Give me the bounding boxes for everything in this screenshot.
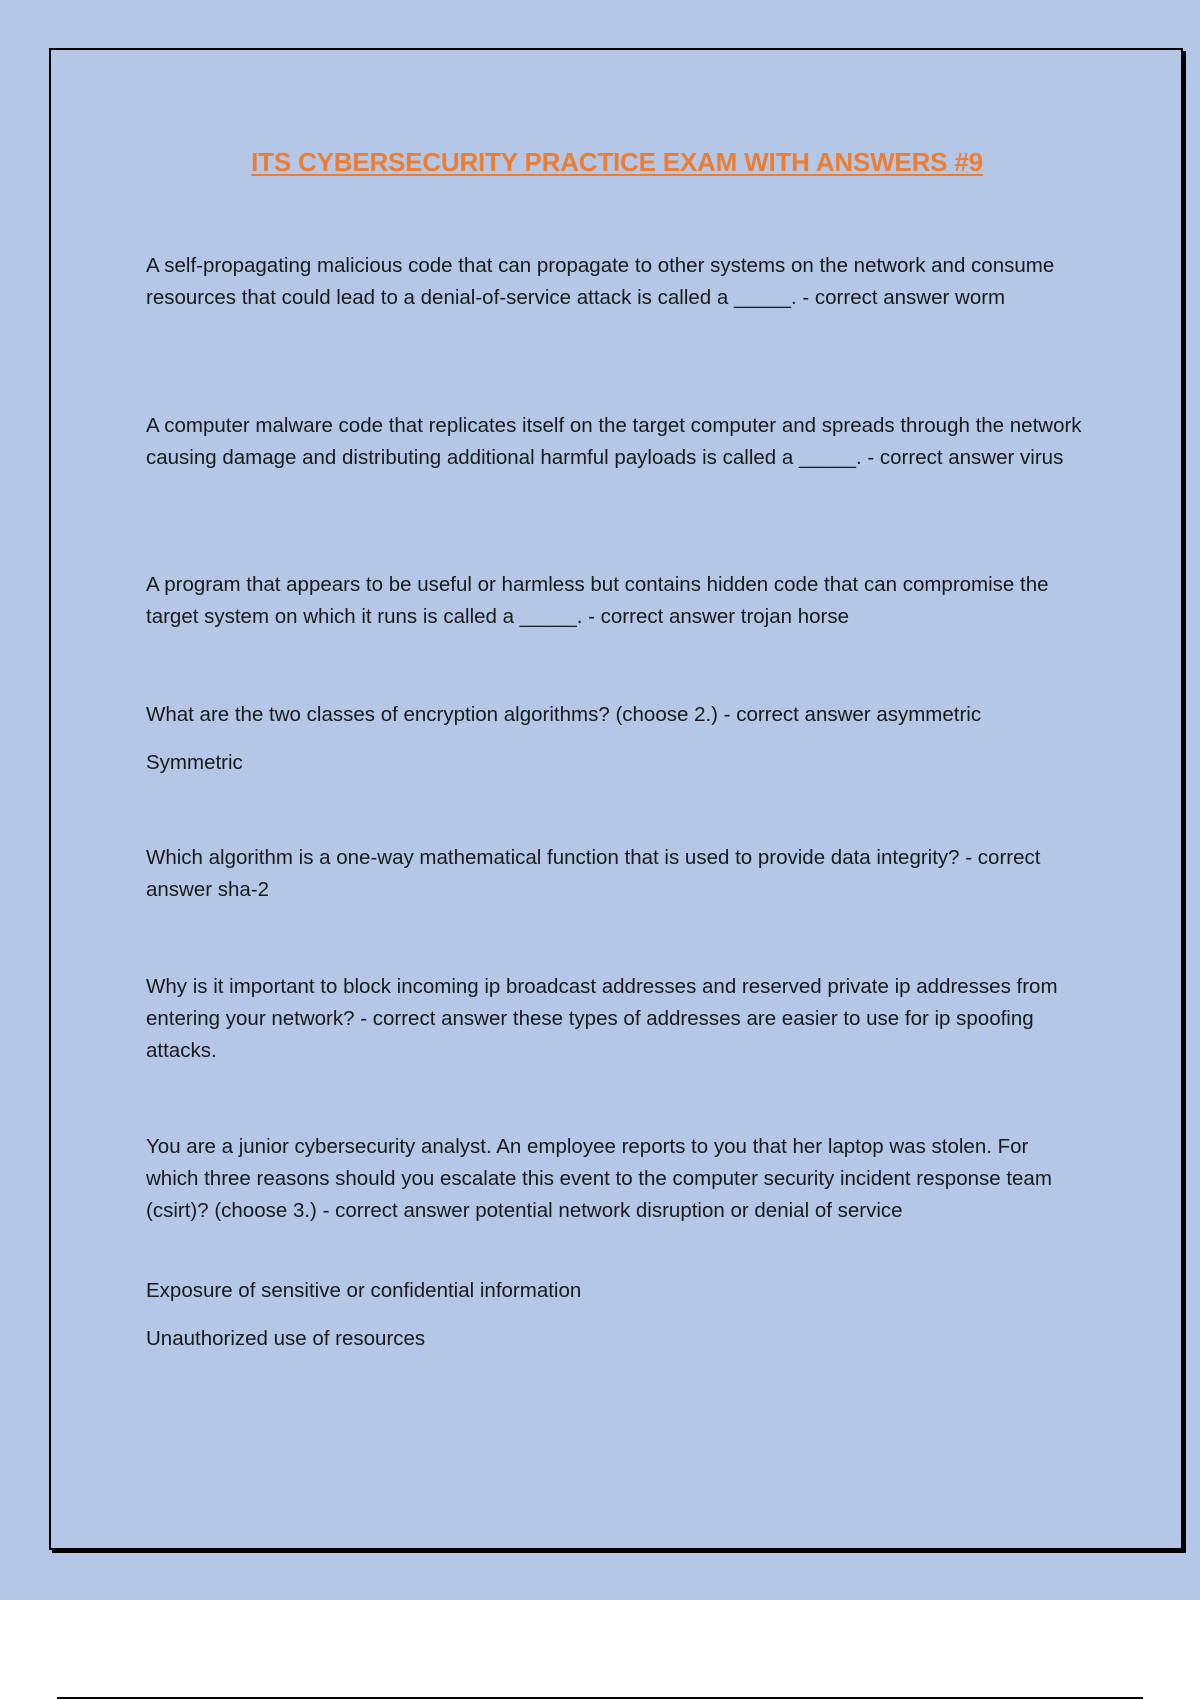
question-4-answer-2: Symmetric xyxy=(146,751,243,774)
question-4: What are the two classes of encryption algorithms? (choose 2.) - correct answer asymmetric xyxy=(146,703,982,726)
question-7-answer-2: Exposure of sensitive or confidential information xyxy=(146,1279,582,1302)
question-5: Which algorithm is a one-way mathematical function that is used to provide data integrity? - correct answer sha-2 xyxy=(146,846,1041,901)
footer-divider xyxy=(57,1697,1143,1699)
question-6: Why is it important to block incoming ip broadcast addresses and reserved private ip addresses from entering your network? - correct answer these types of addresses are easier to use for ip spoofing attacks. xyxy=(146,975,1058,1062)
document-title: ITS CYBERSECURITY PRACTICE EXAM WITH ANSWERS #9 xyxy=(251,147,983,177)
question-7: You are a junior cybersecurity analyst. An employee reports to you that her laptop was stolen. For which three reasons should you escalate this event to the computer security incident response team (csirt)? (choose 3.) - correct answer potential network disruption or denial of service xyxy=(146,1135,1052,1222)
question-3: A program that appears to be useful or harmless but contains hidden code that can compromise the target system on which it runs is called a _____. - correct answer trojan horse xyxy=(146,573,1049,628)
question-1: A self-propagating malicious code that can propagate to other systems on the network and consume resources that could lead to a denial-of-service attack is called a _____. - correct answer worm xyxy=(146,254,1055,309)
question-2: A computer malware code that replicates itself on the target computer and spreads through the network causing damage and distributing additional harmful payloads is called a _____. - correct answer virus xyxy=(146,414,1082,469)
question-7-answer-3: Unauthorized use of resources xyxy=(146,1327,426,1350)
